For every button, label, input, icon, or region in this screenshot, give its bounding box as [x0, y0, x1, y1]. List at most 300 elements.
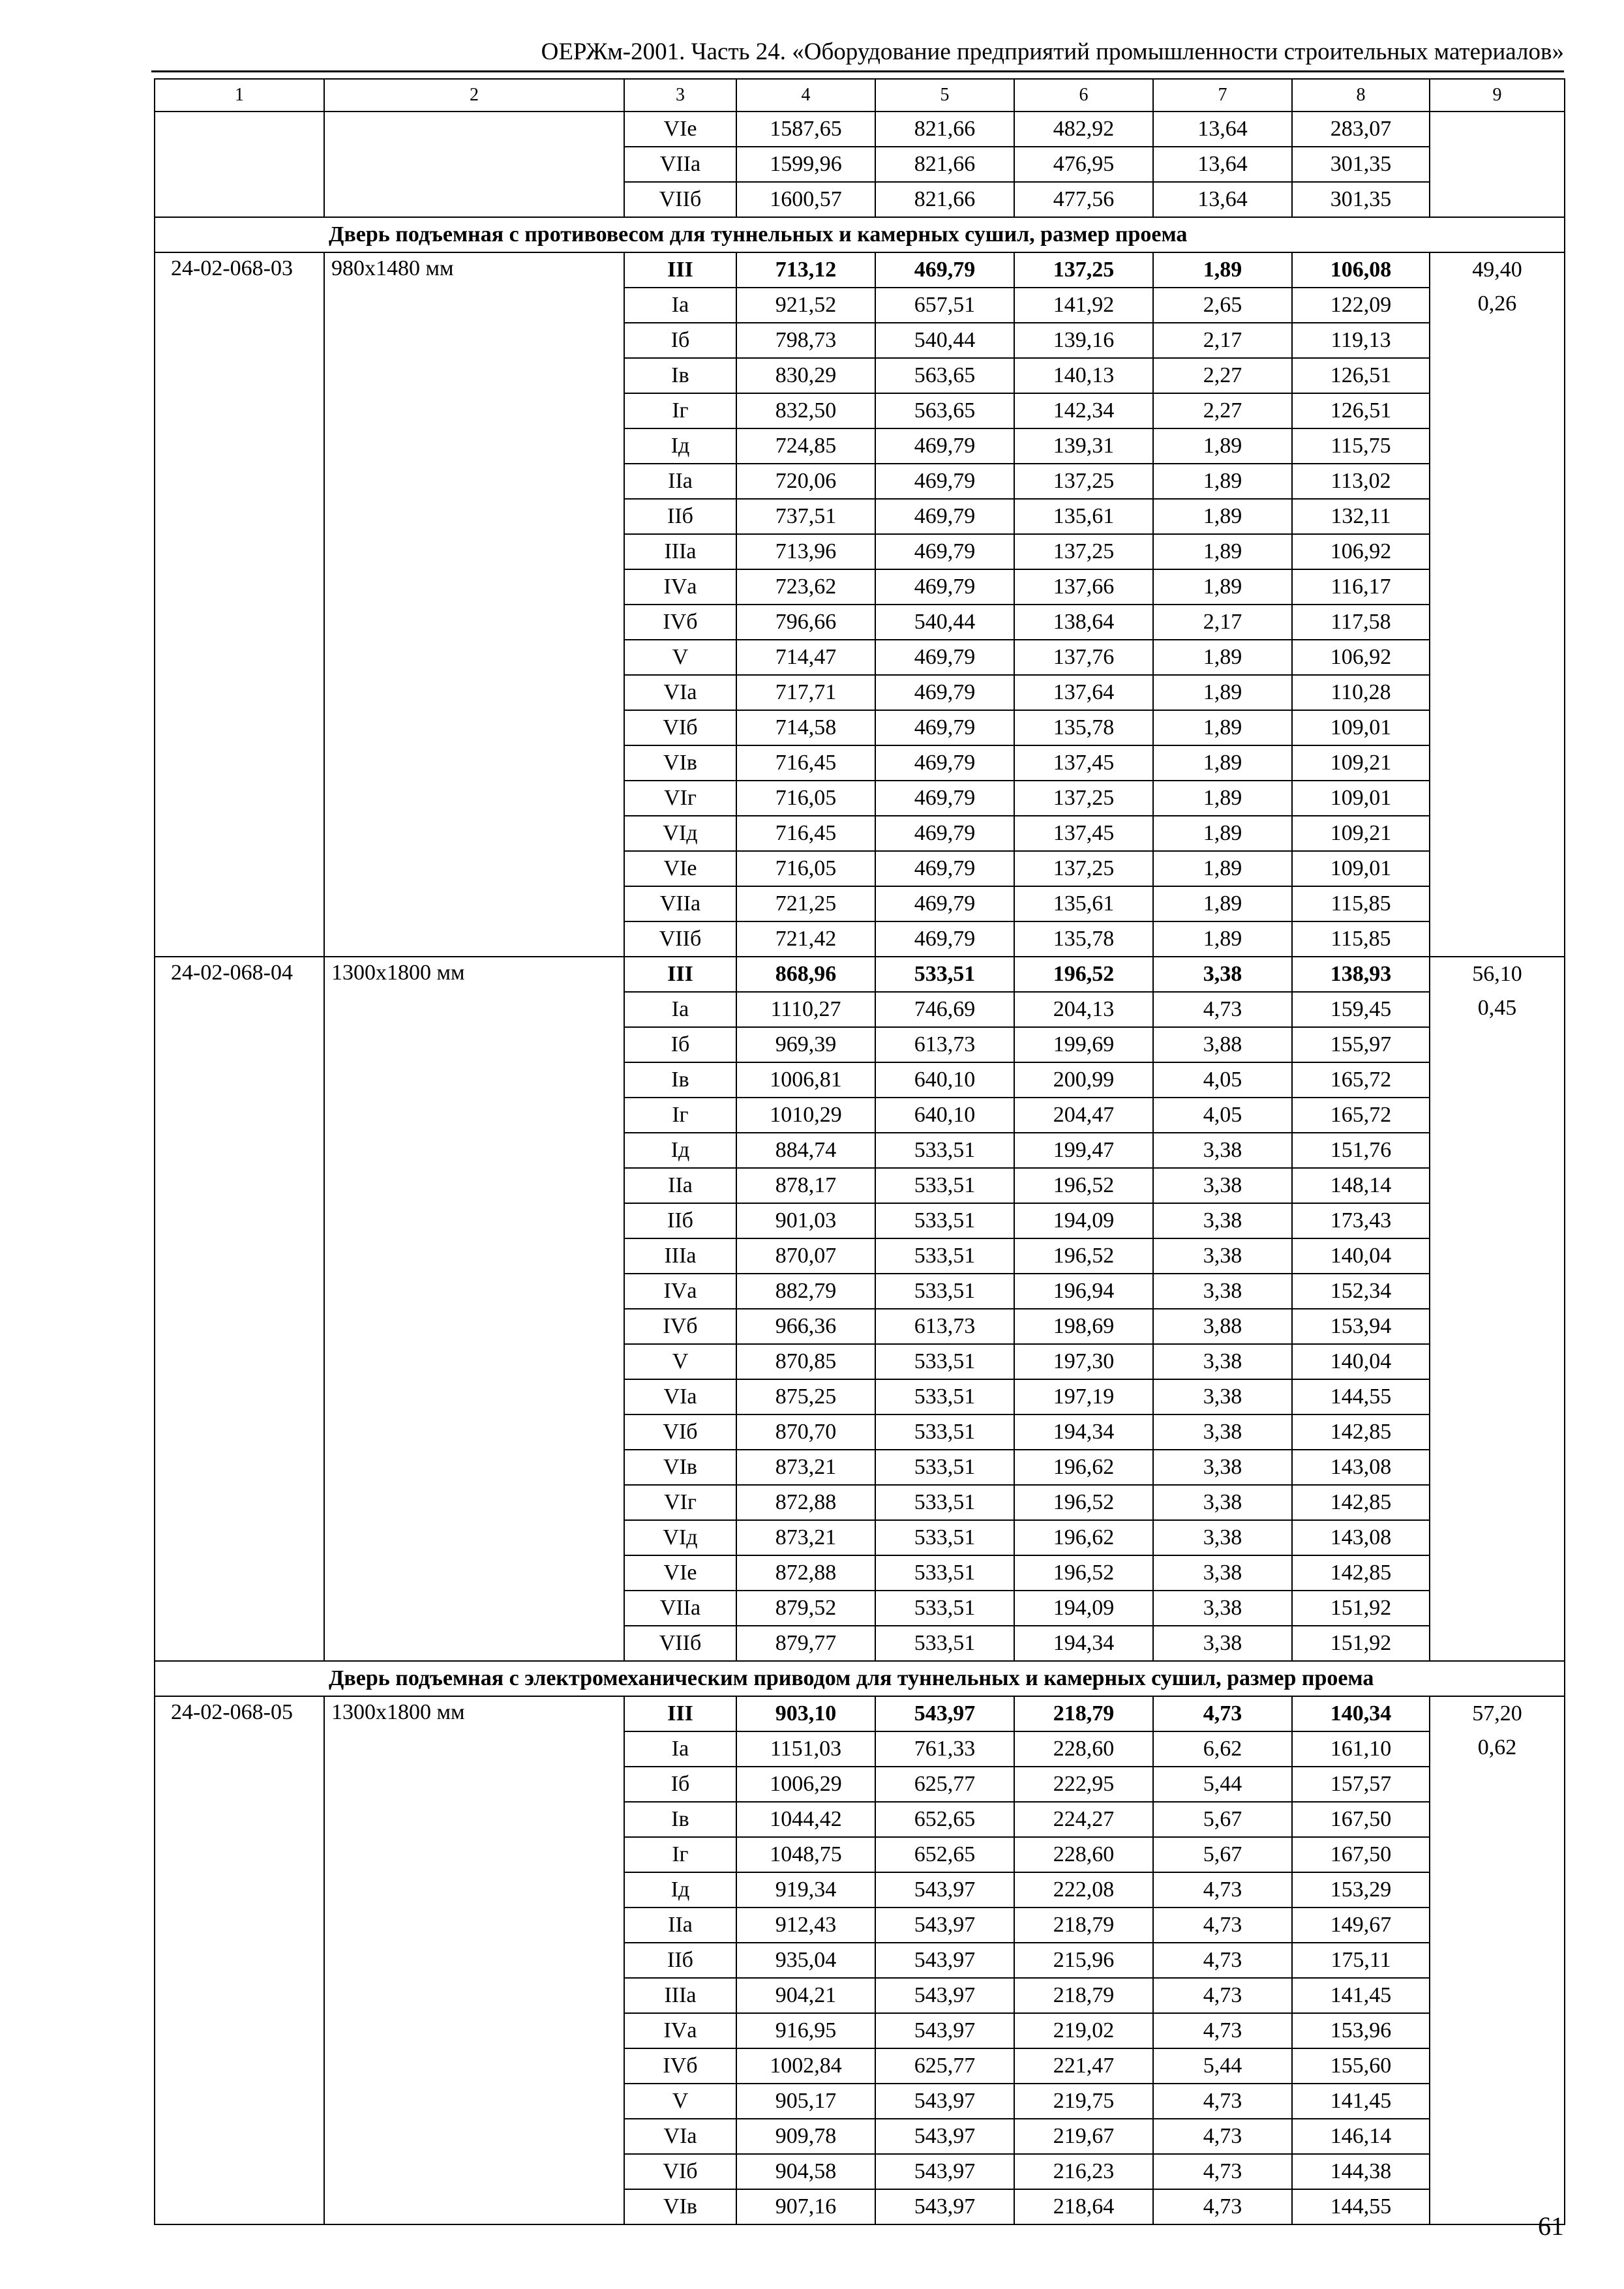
value-cell: 2,27 [1153, 393, 1292, 428]
value-cell: 477,56 [1014, 182, 1153, 217]
value-cell: 3,38 [1153, 1485, 1292, 1520]
value-cell: 301,35 [1292, 147, 1430, 182]
zone-cell: Iг [624, 1098, 736, 1133]
value-cell: 901,03 [736, 1203, 875, 1238]
column-number: 2 [324, 79, 624, 112]
value-cell: 737,51 [736, 499, 875, 534]
value-cell: 2,27 [1153, 358, 1292, 393]
value-cell: 135,61 [1014, 499, 1153, 534]
value-cell: 143,08 [1292, 1520, 1430, 1555]
value-cell: 543,97 [875, 2189, 1014, 2224]
value-cell: 884,74 [736, 1133, 875, 1168]
value-cell: 196,52 [1014, 957, 1153, 992]
zone-cell: Iг [624, 393, 736, 428]
value-cell: 873,21 [736, 1450, 875, 1485]
value-cell: 482,92 [1014, 112, 1153, 147]
value-cell: 821,66 [875, 182, 1014, 217]
zone-cell: Iд [624, 1872, 736, 1908]
value-cell: 469,79 [875, 464, 1014, 499]
zone-cell: IIб [624, 1203, 736, 1238]
value-cell: 873,21 [736, 1520, 875, 1555]
zone-cell: IIIа [624, 1238, 736, 1274]
zone-cell: Iд [624, 1133, 736, 1168]
value-cell: 126,51 [1292, 358, 1430, 393]
value-cell: 1,89 [1153, 428, 1292, 464]
value-cell: 905,17 [736, 2084, 875, 2119]
zone-cell: VIе [624, 112, 736, 147]
value-cell: 1,89 [1153, 816, 1292, 851]
value-cell: 935,04 [736, 1943, 875, 1978]
value-cell: 533,51 [875, 1520, 1014, 1555]
column-number: 7 [1153, 79, 1292, 112]
value-cell: 135,78 [1014, 921, 1153, 957]
value-cell: 469,79 [875, 534, 1014, 569]
value-cell: 540,44 [875, 323, 1014, 358]
value-cell: 221,47 [1014, 2048, 1153, 2084]
value-cell: 110,28 [1292, 675, 1430, 710]
value-cell: 146,14 [1292, 2119, 1430, 2154]
value-cell: 714,58 [736, 710, 875, 745]
section-title: Дверь подъемная с электромеханическим приводом для туннельных и камерных сушил, размер проема [155, 1661, 1565, 1696]
value-cell: 1587,65 [736, 112, 875, 147]
extra-value: 0,62 [1477, 1735, 1517, 1759]
value-cell: 5,67 [1153, 1837, 1292, 1872]
value-cell: 2,17 [1153, 323, 1292, 358]
value-cell: 3,38 [1153, 1379, 1292, 1414]
value-cell: 533,51 [875, 1344, 1014, 1379]
value-cell: 717,71 [736, 675, 875, 710]
value-cell: 721,25 [736, 886, 875, 921]
zone-cell: VIд [624, 816, 736, 851]
value-cell: 533,51 [875, 1485, 1014, 1520]
value-cell: 116,17 [1292, 569, 1430, 605]
zone-cell: VIг [624, 781, 736, 816]
value-cell: 657,51 [875, 288, 1014, 323]
column-number: 9 [1430, 79, 1565, 112]
value-cell: 109,01 [1292, 851, 1430, 886]
value-cell: 909,78 [736, 2119, 875, 2154]
column-number: 6 [1014, 79, 1153, 112]
value-cell: 141,45 [1292, 1978, 1430, 2013]
zone-cell: IIа [624, 1908, 736, 1943]
item-description: 1300х1800 мм [324, 957, 624, 1661]
value-cell: 1010,29 [736, 1098, 875, 1133]
zone-cell: Iб [624, 323, 736, 358]
zone-cell: VIб [624, 2154, 736, 2189]
item-description [324, 112, 624, 217]
value-cell: 196,94 [1014, 1274, 1153, 1309]
column-number: 3 [624, 79, 736, 112]
value-cell: 652,65 [875, 1802, 1014, 1837]
value-cell: 3,38 [1153, 1555, 1292, 1591]
value-cell: 3,88 [1153, 1309, 1292, 1344]
value-cell: 469,79 [875, 745, 1014, 781]
value-cell: 832,50 [736, 393, 875, 428]
value-cell: 746,69 [875, 992, 1014, 1027]
value-cell: 119,13 [1292, 323, 1430, 358]
value-cell: 197,19 [1014, 1379, 1153, 1414]
value-cell: 198,69 [1014, 1309, 1153, 1344]
column-number-row [155, 79, 1565, 112]
value-cell: 1044,42 [736, 1802, 875, 1837]
value-cell: 640,10 [875, 1098, 1014, 1133]
value-cell: 1,89 [1153, 851, 1292, 886]
value-cell: 167,50 [1292, 1802, 1430, 1837]
extra-cell [1430, 957, 1565, 1661]
value-cell: 2,65 [1153, 288, 1292, 323]
zone-cell: VIIб [624, 182, 736, 217]
value-cell: 135,61 [1014, 886, 1153, 921]
value-cell: 222,08 [1014, 1872, 1153, 1908]
value-cell: 4,73 [1153, 1696, 1292, 1731]
item-code: 24-02-068-04 [155, 957, 324, 1661]
value-cell: 625,77 [875, 1767, 1014, 1802]
value-cell: 533,51 [875, 1591, 1014, 1626]
value-cell: 4,73 [1153, 2013, 1292, 2048]
value-cell: 870,07 [736, 1238, 875, 1274]
value-cell: 3,88 [1153, 1027, 1292, 1062]
value-cell: 640,10 [875, 1062, 1014, 1098]
value-cell: 109,21 [1292, 745, 1430, 781]
table-row [155, 112, 1565, 147]
value-cell: 3,38 [1153, 1168, 1292, 1203]
zone-cell: VIа [624, 1379, 736, 1414]
section-title-row [155, 217, 1565, 252]
value-cell: 142,85 [1292, 1414, 1430, 1450]
value-cell: 540,44 [875, 605, 1014, 640]
value-cell: 533,51 [875, 1414, 1014, 1450]
zone-cell: IVб [624, 2048, 736, 2084]
item-code [155, 112, 324, 217]
value-cell: 476,95 [1014, 147, 1153, 182]
value-cell: 137,76 [1014, 640, 1153, 675]
value-cell: 1,89 [1153, 675, 1292, 710]
value-cell: 140,13 [1014, 358, 1153, 393]
value-cell: 175,11 [1292, 1943, 1430, 1978]
value-cell: 613,73 [875, 1027, 1014, 1062]
column-number: 4 [736, 79, 875, 112]
value-cell: 966,36 [736, 1309, 875, 1344]
value-cell: 140,04 [1292, 1344, 1430, 1379]
value-cell: 613,73 [875, 1309, 1014, 1344]
value-cell: 196,52 [1014, 1485, 1153, 1520]
extra-cell [1430, 112, 1565, 217]
zone-cell: IIIа [624, 1978, 736, 2013]
zone-cell: VIIб [624, 1626, 736, 1661]
zone-cell: VIIа [624, 147, 736, 182]
zone-cell: IIа [624, 464, 736, 499]
column-number: 8 [1292, 79, 1430, 112]
column-number: 1 [155, 79, 324, 112]
value-cell: 137,45 [1014, 745, 1153, 781]
value-cell: 870,70 [736, 1414, 875, 1450]
section-title: Дверь подъемная с противовесом для туннельных и камерных сушил, размер проема [155, 217, 1565, 252]
value-cell: 1006,29 [736, 1767, 875, 1802]
value-cell: 165,72 [1292, 1062, 1430, 1098]
extra-value: 0,26 [1477, 292, 1517, 316]
zone-cell: VIа [624, 675, 736, 710]
value-cell: 713,12 [736, 252, 875, 288]
value-cell: 196,62 [1014, 1450, 1153, 1485]
value-cell: 2,17 [1153, 605, 1292, 640]
value-cell: 132,11 [1292, 499, 1430, 534]
value-cell: 194,34 [1014, 1626, 1153, 1661]
value-cell: 716,05 [736, 781, 875, 816]
value-cell: 115,75 [1292, 428, 1430, 464]
value-cell: 875,25 [736, 1379, 875, 1414]
value-cell: 469,79 [875, 921, 1014, 957]
value-cell: 533,51 [875, 1203, 1014, 1238]
value-cell: 469,79 [875, 428, 1014, 464]
value-cell: 4,73 [1153, 1943, 1292, 1978]
zone-cell: IVб [624, 1309, 736, 1344]
value-cell: 13,64 [1153, 112, 1292, 147]
zone-cell: Iа [624, 992, 736, 1027]
value-cell: 1,89 [1153, 464, 1292, 499]
value-cell: 469,79 [875, 499, 1014, 534]
value-cell: 1,89 [1153, 640, 1292, 675]
zone-cell: Iв [624, 358, 736, 393]
value-cell: 143,08 [1292, 1450, 1430, 1485]
value-cell: 821,66 [875, 147, 1014, 182]
value-cell: 721,42 [736, 921, 875, 957]
value-cell: 543,97 [875, 1978, 1014, 2013]
value-cell: 148,14 [1292, 1168, 1430, 1203]
value-cell: 830,29 [736, 358, 875, 393]
value-cell: 4,73 [1153, 2154, 1292, 2189]
value-cell: 13,64 [1153, 182, 1292, 217]
value-cell: 469,79 [875, 640, 1014, 675]
zone-cell: Iв [624, 1802, 736, 1837]
value-cell: 219,67 [1014, 2119, 1153, 2154]
zone-cell: VIIб [624, 921, 736, 957]
value-cell: 868,96 [736, 957, 875, 992]
value-cell: 115,85 [1292, 921, 1430, 957]
value-cell: 1,89 [1153, 745, 1292, 781]
value-cell: 161,10 [1292, 1731, 1430, 1767]
value-cell: 919,34 [736, 1872, 875, 1908]
value-cell: 153,29 [1292, 1872, 1430, 1908]
value-cell: 137,25 [1014, 781, 1153, 816]
value-cell: 912,43 [736, 1908, 875, 1943]
value-cell: 117,58 [1292, 605, 1430, 640]
value-cell: 723,62 [736, 569, 875, 605]
value-cell: 109,01 [1292, 710, 1430, 745]
value-cell: 137,64 [1014, 675, 1153, 710]
value-cell: 652,65 [875, 1837, 1014, 1872]
value-cell: 3,38 [1153, 1344, 1292, 1379]
value-cell: 152,34 [1292, 1274, 1430, 1309]
value-cell: 228,60 [1014, 1837, 1153, 1872]
value-cell: 3,38 [1153, 1591, 1292, 1626]
zone-cell: VIв [624, 1450, 736, 1485]
value-cell: 126,51 [1292, 393, 1430, 428]
zone-cell: V [624, 1344, 736, 1379]
value-cell: 139,31 [1014, 428, 1153, 464]
value-cell: 870,85 [736, 1344, 875, 1379]
zone-cell: IVб [624, 605, 736, 640]
value-cell: 1,89 [1153, 781, 1292, 816]
value-cell: 1,89 [1153, 921, 1292, 957]
extra-value: 0,45 [1477, 996, 1517, 1020]
value-cell: 720,06 [736, 464, 875, 499]
value-cell: 173,43 [1292, 1203, 1430, 1238]
value-cell: 543,97 [875, 2084, 1014, 2119]
value-cell: 4,05 [1153, 1062, 1292, 1098]
value-cell: 109,21 [1292, 816, 1430, 851]
value-cell: 6,62 [1153, 1731, 1292, 1767]
value-cell: 135,78 [1014, 710, 1153, 745]
value-cell: 1110,27 [736, 992, 875, 1027]
extra-cell [1430, 1696, 1565, 2224]
value-cell: 301,35 [1292, 182, 1430, 217]
value-cell: 3,38 [1153, 1626, 1292, 1661]
value-cell: 140,34 [1292, 1696, 1430, 1731]
value-cell: 219,75 [1014, 2084, 1153, 2119]
value-cell: 204,47 [1014, 1098, 1153, 1133]
value-cell: 4,73 [1153, 2189, 1292, 2224]
value-cell: 1600,57 [736, 182, 875, 217]
value-cell: 199,69 [1014, 1027, 1153, 1062]
value-cell: 137,66 [1014, 569, 1153, 605]
value-cell: 224,27 [1014, 1802, 1153, 1837]
value-cell: 4,73 [1153, 1872, 1292, 1908]
value-cell: 109,01 [1292, 781, 1430, 816]
value-cell: 1002,84 [736, 2048, 875, 2084]
item-code: 24-02-068-05 [155, 1696, 324, 2224]
value-cell: 167,50 [1292, 1837, 1430, 1872]
value-cell: 204,13 [1014, 992, 1153, 1027]
zone-cell: III [624, 957, 736, 992]
value-cell: 907,16 [736, 2189, 875, 2224]
value-cell: 218,79 [1014, 1908, 1153, 1943]
value-cell: 798,73 [736, 323, 875, 358]
item-description: 980х1480 мм [324, 252, 624, 957]
value-cell: 904,58 [736, 2154, 875, 2189]
value-cell: 969,39 [736, 1027, 875, 1062]
value-cell: 13,64 [1153, 147, 1292, 182]
zone-cell: IVа [624, 1274, 736, 1309]
value-cell: 1151,03 [736, 1731, 875, 1767]
value-cell: 4,73 [1153, 1978, 1292, 2013]
value-cell: 543,97 [875, 1872, 1014, 1908]
value-cell: 543,97 [875, 1943, 1014, 1978]
value-cell: 283,07 [1292, 112, 1430, 147]
value-cell: 3,38 [1153, 1274, 1292, 1309]
value-cell: 218,79 [1014, 1696, 1153, 1731]
value-cell: 533,51 [875, 957, 1014, 992]
value-cell: 140,04 [1292, 1238, 1430, 1274]
value-cell: 196,52 [1014, 1555, 1153, 1591]
value-cell: 716,45 [736, 745, 875, 781]
value-cell: 872,88 [736, 1485, 875, 1520]
value-cell: 141,45 [1292, 2084, 1430, 2119]
page-header: ОЕРЖм-2001. Часть 24. «Оборудование предприятий промышленности строительных материалов» [151, 38, 1564, 72]
zone-cell: Iб [624, 1027, 736, 1062]
value-cell: 3,38 [1153, 1414, 1292, 1450]
value-cell: 1,89 [1153, 569, 1292, 605]
value-cell: 1,89 [1153, 252, 1292, 288]
value-cell: 113,02 [1292, 464, 1430, 499]
value-cell: 533,51 [875, 1379, 1014, 1414]
value-cell: 533,51 [875, 1133, 1014, 1168]
zone-cell: VIд [624, 1520, 736, 1555]
value-cell: 533,51 [875, 1238, 1014, 1274]
value-cell: 543,97 [875, 2154, 1014, 2189]
value-cell: 716,05 [736, 851, 875, 886]
zone-cell: VIв [624, 2189, 736, 2224]
item-code: 24-02-068-03 [155, 252, 324, 957]
value-cell: 3,38 [1153, 1133, 1292, 1168]
value-cell: 543,97 [875, 1908, 1014, 1943]
page-number: 61 [1538, 2211, 1564, 2241]
value-cell: 625,77 [875, 2048, 1014, 2084]
value-cell: 106,92 [1292, 534, 1430, 569]
value-cell: 5,44 [1153, 2048, 1292, 2084]
zone-cell: Iг [624, 1837, 736, 1872]
value-cell: 151,92 [1292, 1591, 1430, 1626]
value-cell: 196,52 [1014, 1168, 1153, 1203]
value-cell: 1006,81 [736, 1062, 875, 1098]
extra-value: 56,10 [1472, 962, 1522, 986]
value-cell: 533,51 [875, 1555, 1014, 1591]
value-cell: 533,51 [875, 1274, 1014, 1309]
value-cell: 879,77 [736, 1626, 875, 1661]
table-body [155, 79, 1565, 2224]
value-cell: 194,34 [1014, 1414, 1153, 1450]
value-cell: 159,45 [1292, 992, 1430, 1027]
value-cell: 563,65 [875, 358, 1014, 393]
value-cell: 142,85 [1292, 1485, 1430, 1520]
value-cell: 469,79 [875, 886, 1014, 921]
value-cell: 543,97 [875, 2013, 1014, 2048]
zone-cell: IVа [624, 569, 736, 605]
value-cell: 469,79 [875, 569, 1014, 605]
value-cell: 155,97 [1292, 1027, 1430, 1062]
value-cell: 153,96 [1292, 2013, 1430, 2048]
value-cell: 137,25 [1014, 464, 1153, 499]
value-cell: 1,89 [1153, 886, 1292, 921]
value-cell: 3,38 [1153, 1203, 1292, 1238]
column-number: 5 [875, 79, 1014, 112]
value-cell: 872,88 [736, 1555, 875, 1591]
table-row [155, 957, 1565, 992]
value-cell: 194,09 [1014, 1203, 1153, 1238]
zone-cell: III [624, 252, 736, 288]
value-cell: 138,93 [1292, 957, 1430, 992]
value-cell: 5,67 [1153, 1802, 1292, 1837]
value-cell: 155,60 [1292, 2048, 1430, 2084]
value-cell: 821,66 [875, 112, 1014, 147]
table-row [155, 252, 1565, 288]
value-cell: 218,79 [1014, 1978, 1153, 2013]
value-cell: 916,95 [736, 2013, 875, 2048]
value-cell: 219,02 [1014, 2013, 1153, 2048]
table-row [155, 1696, 1565, 1731]
value-cell: 144,38 [1292, 2154, 1430, 2189]
value-cell: 200,99 [1014, 1062, 1153, 1098]
value-cell: 194,09 [1014, 1591, 1153, 1626]
zone-cell: IIIа [624, 534, 736, 569]
value-cell: 878,17 [736, 1168, 875, 1203]
zone-cell: Iв [624, 1062, 736, 1098]
value-cell: 3,38 [1153, 1238, 1292, 1274]
value-cell: 4,73 [1153, 2119, 1292, 2154]
value-cell: 115,85 [1292, 886, 1430, 921]
value-cell: 1599,96 [736, 147, 875, 182]
value-cell: 4,73 [1153, 992, 1292, 1027]
value-cell: 879,52 [736, 1591, 875, 1626]
